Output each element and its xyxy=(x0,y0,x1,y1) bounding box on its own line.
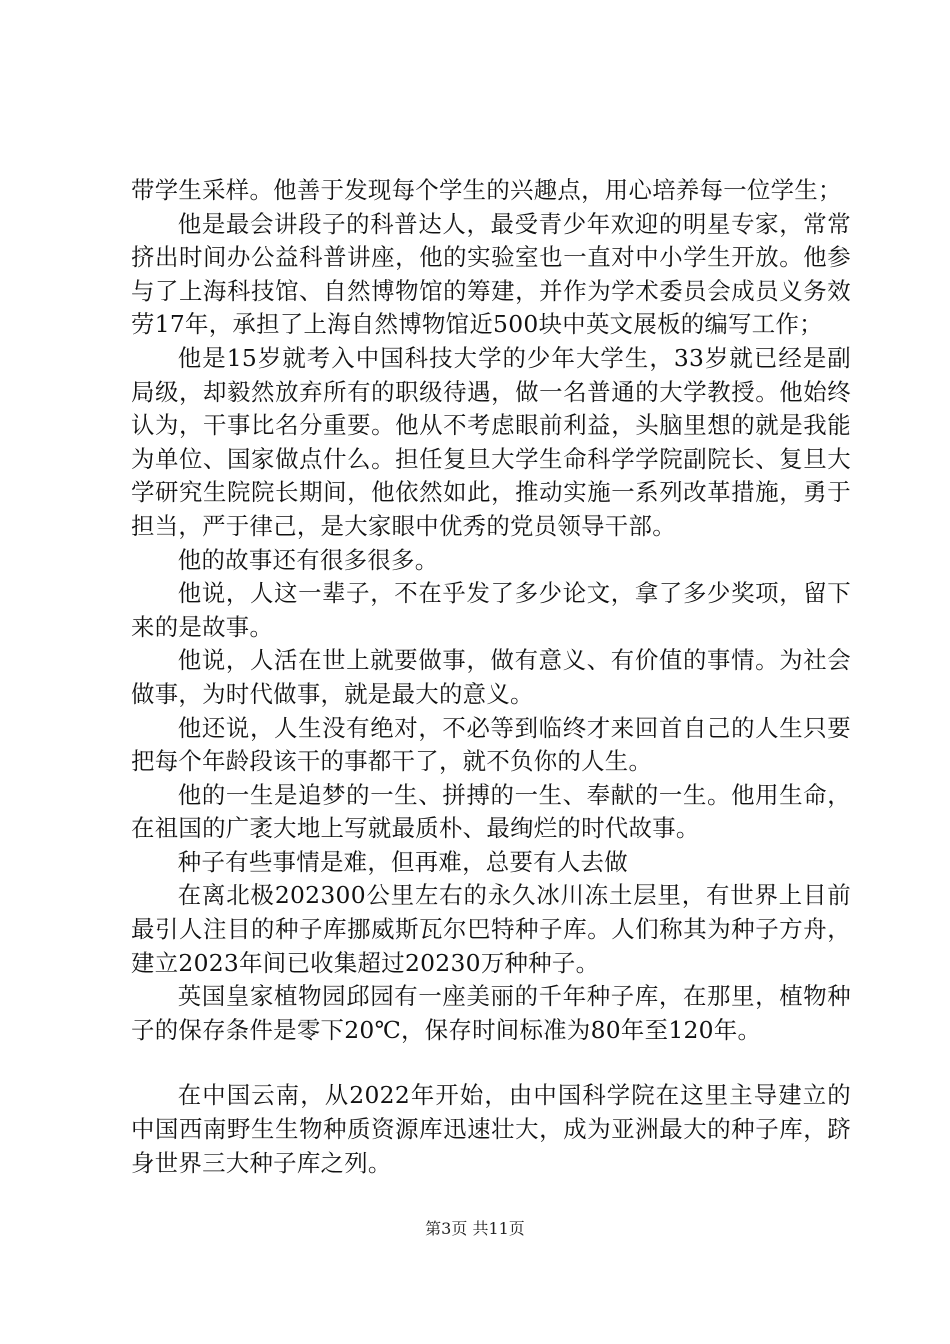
paragraph-5: 他说，人这一辈子，不在乎发了多少论文，拿了多少奖项，留下来的是故事。 xyxy=(131,579,851,641)
paragraph-4: 他的故事还有很多很多。 xyxy=(177,545,439,574)
paragraph-2: 他是最会讲段子的科普达人，最受青少年欢迎的明星专家，常常挤出时间办公益科普讲座，他的实验室也一直对中小学生开放。他参与了上海科技馆、自然博物馆的筹建，并作为学术委员会成员义务效劳17年，承担了上海自然博物馆近500块中英文展板的编写工作； xyxy=(131,209,851,339)
paragraph-6: 他说，人活在世上就要做事，做有意义、有价值的事情。为社会做事，为时代做事，就是最大的意义。 xyxy=(131,646,851,708)
paragraph-9: 种子有些事情是难，但再难，总要有人去做 xyxy=(177,847,628,876)
paragraph-7: 他还说，人生没有绝对，不必等到临终才来回首自己的人生只要把每个年龄段该干的事都干了，就不负你的人生。 xyxy=(131,713,851,776)
page-number-label: 第3页 共11页 xyxy=(425,1219,525,1238)
paragraph-11: 英国皇家植物园邱园有一座美丽的千年种子库，在那里，植物种子的保存条件是零下20℃，保存时间标准为80年至120年。 xyxy=(131,982,851,1044)
page-footer xyxy=(0,1216,950,1239)
paragraph-8: 他的一生是追梦的一生、拼搏的一生、奉献的一生。他用生命，在祖国的广袤大地上写就最质朴、最绚烂的时代故事。 xyxy=(131,780,851,843)
paragraph-12: 在中国云南，从2022年开始，由中国科学院在这里主导建立的中国西南野生生物种质资源库迅速壮大，成为亚洲最大的种子库，跻身世界三大种子库之列。 xyxy=(131,1081,851,1177)
paragraph-10: 在离北极202300公里左右的永久冰川冻土层里，有世界上目前最引人注目的种子库挪威斯瓦尔巴特种子库。人们称其为种子方舟，建立2023年间已收集超过20230万种种子。 xyxy=(131,881,851,977)
paragraph-1: 带学生采样。他善于发现每个学生的兴趣点，用心培养每一位学生； xyxy=(131,176,842,204)
paragraph-3: 他是15岁就考入中国科技大学的少年大学生，33岁就已经是副局级，却毅然放弃所有的职级待遇，做一名普通的大学教授。他始终认为，干事比名分重要。他从不考虑眼前利益，头脑里想的就是我能为单位、国家做点什么。担任复旦大学生命科学学院副院长、复旦大学研究生院院长期间，他依然如此，推动实施一系列改革措施，勇于担当，严于律己，是大家眼中优秀的党员领导干部。 xyxy=(131,343,851,540)
document-body xyxy=(131,174,851,1180)
